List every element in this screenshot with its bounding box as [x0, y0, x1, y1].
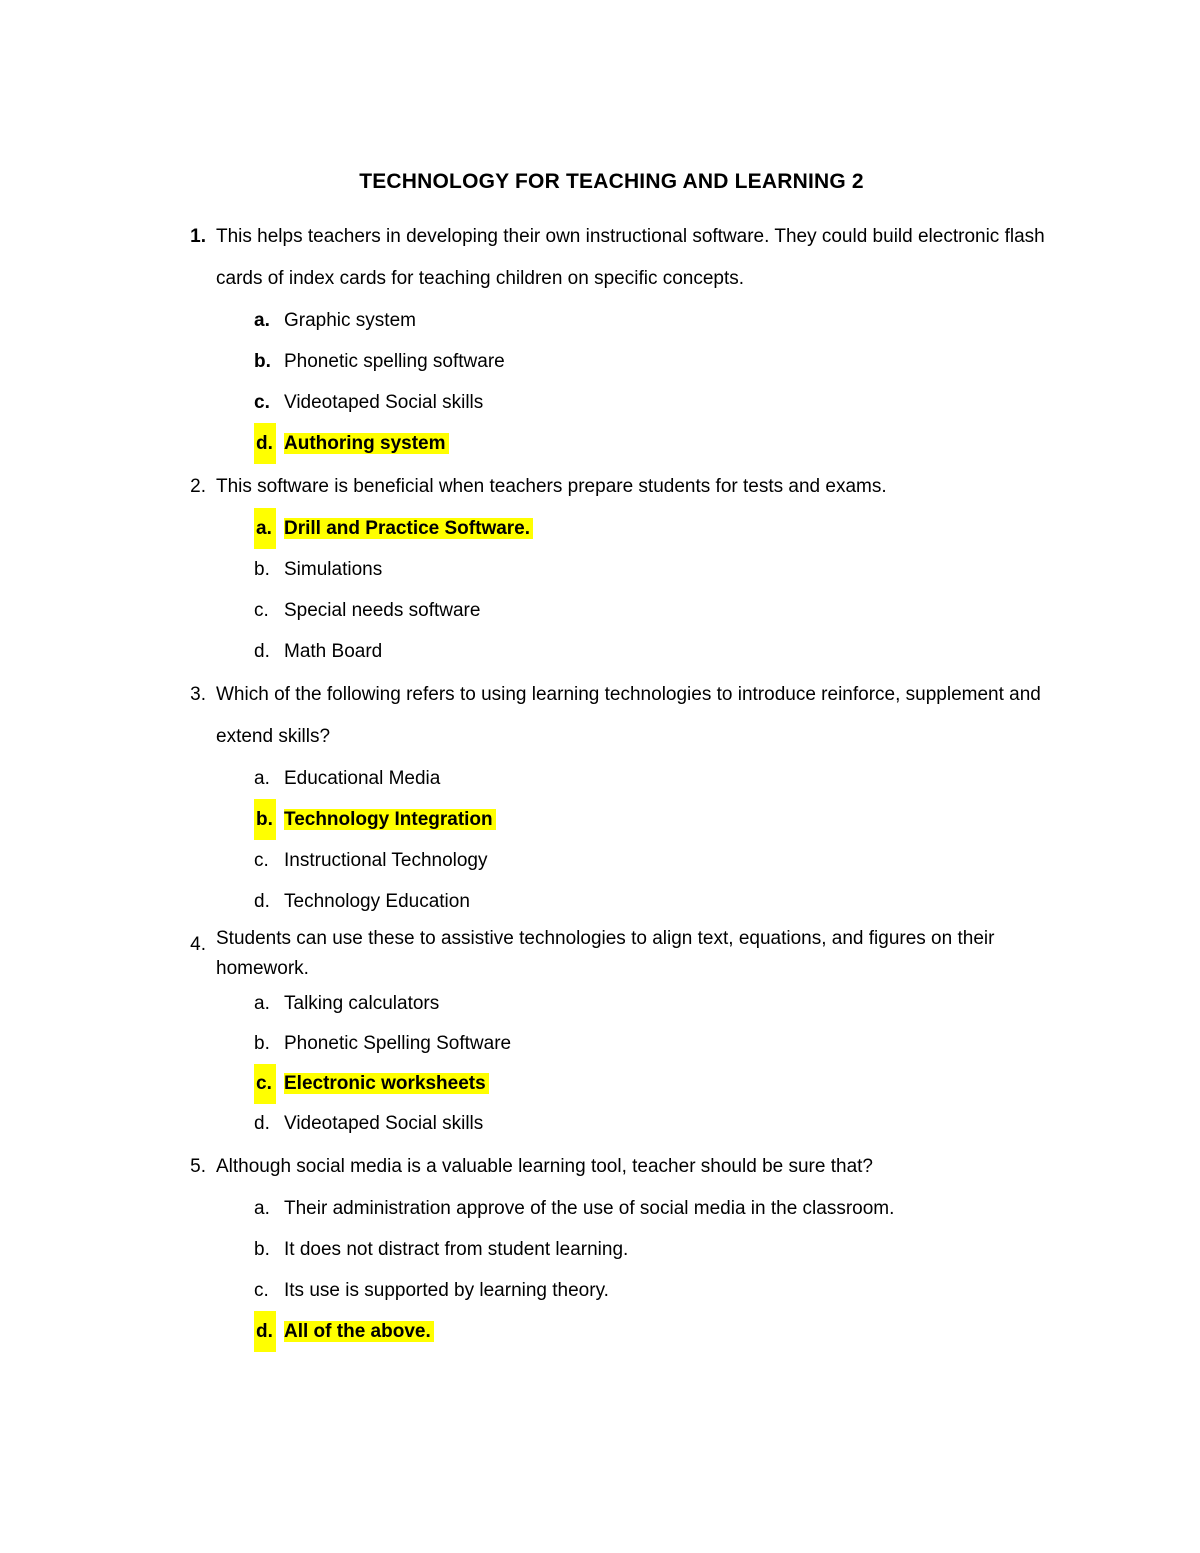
- question-number: 1.: [190, 226, 206, 247]
- choice-item[interactable]: [254, 300, 1045, 341]
- choice-text: It does not distract from student learning.: [284, 1239, 629, 1260]
- choice-list: [216, 984, 1045, 1144]
- choice-text: Simulations: [284, 559, 383, 580]
- choice-letter: c.: [254, 850, 269, 871]
- choice-letter: b.: [254, 799, 276, 840]
- choice-letter: d.: [254, 1113, 270, 1134]
- choice-letter: c.: [254, 1064, 276, 1104]
- choice-text: Drill and Practice Software.: [284, 518, 533, 539]
- choice-text: Electronic worksheets: [284, 1073, 489, 1094]
- choice-text: Technology Education: [284, 891, 470, 912]
- choice-text: Videotaped Social skills: [284, 1113, 484, 1134]
- choice-text: Technology Integration: [284, 809, 496, 830]
- question-item: [172, 1146, 1045, 1352]
- choice-letter: d.: [254, 641, 270, 662]
- choice-list: [216, 1188, 1045, 1352]
- choice-item-selected[interactable]: [254, 1064, 1045, 1104]
- question-number: 4.: [190, 934, 206, 955]
- choice-item[interactable]: [254, 549, 1045, 590]
- choice-item[interactable]: [254, 341, 1045, 382]
- question-item: [172, 216, 1045, 464]
- choice-item-selected[interactable]: [254, 1311, 1045, 1352]
- choice-letter: a.: [254, 508, 276, 549]
- choice-text: Talking calculators: [284, 993, 440, 1014]
- choice-item[interactable]: [254, 1104, 1045, 1144]
- choice-item[interactable]: [254, 631, 1045, 672]
- choice-text: All of the above.: [284, 1321, 434, 1342]
- choice-letter: a.: [254, 310, 270, 331]
- question-number: 2.: [190, 476, 206, 497]
- question-item: [172, 924, 1045, 1144]
- choice-text: Phonetic spelling software: [284, 351, 505, 372]
- question-text: Students can use these to assistive technologies to align text, equations, and figures on their homework.: [216, 928, 995, 979]
- choice-item-selected[interactable]: [254, 508, 1045, 549]
- choice-list: [216, 508, 1045, 672]
- choice-letter: b.: [254, 559, 270, 580]
- question-item: [172, 674, 1045, 922]
- choice-list: [216, 300, 1045, 464]
- choice-item-selected[interactable]: [254, 799, 1045, 840]
- choice-letter: a.: [254, 993, 270, 1014]
- choice-item[interactable]: [254, 1229, 1045, 1270]
- choice-letter: d.: [254, 891, 270, 912]
- question-list: [172, 216, 1045, 1352]
- choice-text: Authoring system: [284, 433, 449, 454]
- question-text: Which of the following refers to using learning technologies to introduce reinforce, supplement and extend skills?: [216, 684, 1041, 747]
- choice-text: Special needs software: [284, 600, 481, 621]
- choice-letter: c.: [254, 600, 269, 621]
- choice-letter: b.: [254, 1239, 270, 1260]
- choice-text: Instructional Technology: [284, 850, 488, 871]
- choice-item[interactable]: [254, 382, 1045, 423]
- choice-letter: a.: [254, 768, 270, 789]
- choice-item[interactable]: [254, 590, 1045, 631]
- choice-item[interactable]: [254, 984, 1045, 1024]
- question-text: This software is beneficial when teachers prepare students for tests and exams.: [216, 476, 887, 497]
- choice-text: Its use is supported by learning theory.: [284, 1280, 609, 1301]
- choice-item[interactable]: [254, 758, 1045, 799]
- question-number: 5.: [190, 1156, 206, 1177]
- choice-text: Their administration approve of the use of social media in the classroom.: [284, 1198, 895, 1219]
- choice-text: Educational Media: [284, 768, 441, 789]
- choice-letter: d.: [254, 423, 276, 464]
- question-text: This helps teachers in developing their own instructional software. They could build electronic flash cards of index cards for teaching children on specific concepts.: [216, 226, 1045, 289]
- choice-item-selected[interactable]: [254, 423, 1045, 464]
- question-item: [172, 466, 1045, 672]
- choice-text: Math Board: [284, 641, 383, 662]
- choice-text: Videotaped Social skills: [284, 392, 484, 413]
- choice-letter: c.: [254, 392, 270, 413]
- choice-text: Graphic system: [284, 310, 416, 331]
- choice-item[interactable]: [254, 1270, 1045, 1311]
- choice-letter: b.: [254, 351, 271, 372]
- choice-text: Phonetic Spelling Software: [284, 1033, 512, 1054]
- choice-letter: c.: [254, 1280, 269, 1301]
- choice-item[interactable]: [254, 1188, 1045, 1229]
- choice-item[interactable]: [254, 1024, 1045, 1064]
- page-title: TECHNOLOGY FOR TEACHING AND LEARNING 2: [359, 170, 864, 193]
- choice-item[interactable]: [254, 840, 1045, 881]
- question-text: Although social media is a valuable learning tool, teacher should be sure that?: [216, 1156, 873, 1177]
- choice-letter: d.: [254, 1311, 276, 1352]
- choice-list: [216, 758, 1045, 922]
- choice-letter: a.: [254, 1198, 270, 1219]
- question-number: 3.: [190, 684, 206, 705]
- choice-letter: b.: [254, 1033, 270, 1054]
- choice-item[interactable]: [254, 881, 1045, 922]
